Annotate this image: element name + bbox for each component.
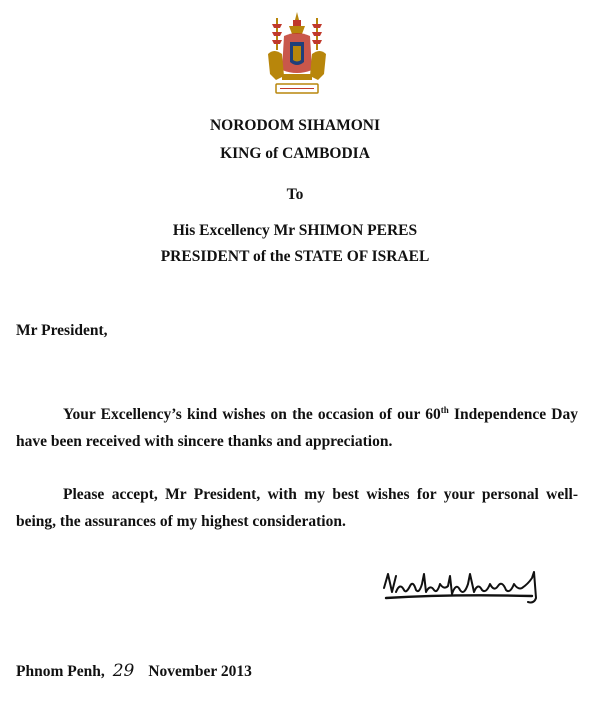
paragraph-1-text-end: Independence Day have been received with sincere thanks and appreciation. [16,406,578,450]
ordinal-suffix: th [440,405,449,415]
place: Phnom Penh, [16,663,105,680]
date-line [16,661,252,681]
sender-name: NORODOM SIHAMONI [209,117,381,134]
recipient-title: PRESIDENT of the STATE OF ISRAEL [160,248,430,265]
handwritten-day: 29 [112,661,135,681]
to-label: To [286,186,304,203]
handwritten-signature [382,568,544,610]
sender-title: KING of CAMBODIA [220,145,370,162]
salutation: Mr President, [16,322,108,339]
recipient-name: His Excellency Mr SHIMON PERES [172,222,418,239]
month-year: November 2013 [148,663,252,680]
body-paragraph-2 [16,481,578,535]
royal-crest-icon [262,10,332,100]
paragraph-2-text: Please accept, Mr President, with my best wishes for your personal well-being, the assurances of my highest consideration. [16,486,578,530]
body-paragraph-1 [16,401,578,455]
paragraph-1-text-start: Your Excellency’s kind wishes on the occasion of our 60 [63,406,441,423]
